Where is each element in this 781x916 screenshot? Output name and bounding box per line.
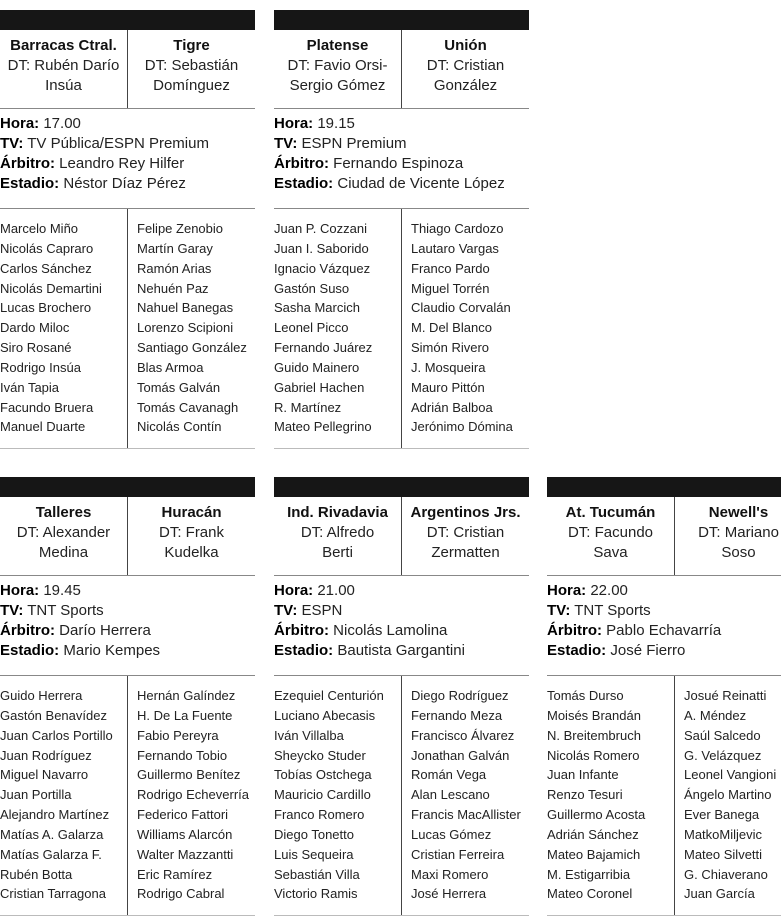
player-name: Luis Sequeira — [274, 846, 354, 862]
stadium-row — [274, 174, 529, 194]
lineup-divider — [401, 209, 402, 448]
player-name: Dardo Miloc — [0, 320, 70, 336]
referee-row — [0, 154, 255, 174]
player-name: Juan Carlos Portillo — [0, 727, 113, 743]
referee-label: Árbitro: — [274, 155, 329, 172]
player-name: Alan Lescano — [411, 787, 490, 803]
player-name: Nahuel Banegas — [137, 300, 234, 316]
player-name: Franco Pardo — [411, 260, 490, 276]
lineups — [547, 675, 781, 916]
away-team-name: Unión — [444, 37, 487, 54]
teams-row — [274, 30, 529, 109]
player-name: Matías A. Galarza — [0, 826, 104, 842]
player-name: A. Méndez — [684, 707, 747, 723]
player-name: Lucas Gómez — [411, 826, 492, 842]
player-name: Tomás Galván — [137, 379, 221, 395]
player-name: Santiago González — [137, 340, 247, 356]
match-header-bar — [547, 477, 781, 497]
referee-row — [547, 621, 781, 641]
away-team-name: Argentinos Jrs. — [410, 504, 521, 521]
player-name: Rodrigo Insúa — [0, 359, 81, 375]
player-name: Miguel Navarro — [0, 767, 89, 783]
player-name: José Herrera — [411, 886, 487, 902]
player-name: Felipe Zenobio — [137, 221, 223, 236]
tv-channel-label: TV: — [0, 135, 24, 152]
player-name: Sebastián Villa — [274, 866, 360, 882]
player-name: G. Chiaverano — [684, 866, 768, 882]
tv-channel-label: TV: — [547, 602, 571, 619]
away-team-name: Newell's — [708, 504, 769, 521]
home-coach-line2: Medina — [38, 544, 89, 561]
player-name: N. Breitembruch — [547, 727, 641, 743]
away-team — [128, 497, 255, 563]
away-coach-line1: DT: Sebastián — [144, 57, 239, 74]
player-name: Mauro Pittón — [411, 379, 485, 395]
player-name: Guido Herrera — [0, 688, 83, 703]
stadium-label: Estadio: — [274, 642, 334, 659]
stadium-value: Bautista Gargantini — [337, 642, 465, 659]
match-info — [547, 581, 781, 661]
player-name: Williams Alarcón — [137, 826, 233, 842]
stadium-row — [0, 174, 255, 194]
tv-channel-value: ESPN — [301, 602, 343, 619]
home-team — [0, 497, 127, 563]
player-name: Adrián Balboa — [411, 399, 493, 415]
away-team-name: Huracán — [161, 504, 222, 521]
player-name: Mateo Bajamich — [547, 846, 641, 862]
home-team — [547, 497, 674, 563]
player-name: G. Velázquez — [684, 747, 762, 763]
player-name: Juan García — [684, 886, 755, 902]
away-team — [402, 30, 529, 96]
player-name: Nicolás Contín — [137, 419, 222, 435]
lineup-divider — [127, 209, 128, 448]
player-name: Luciano Abecasis — [274, 707, 376, 723]
home-team-name: At. Tucumán — [565, 504, 656, 521]
player-name: Rodrigo Cabral — [137, 886, 225, 902]
referee-value: Fernando Espinoza — [333, 155, 464, 172]
player-name: Marcelo Miño — [0, 221, 79, 236]
away-coach-line2: Domínguez — [153, 77, 230, 94]
kickoff-time-row — [0, 581, 255, 601]
away-lineup — [137, 219, 247, 437]
player-name: Fernando Juárez — [274, 340, 373, 356]
kickoff-time-row — [274, 114, 529, 134]
player-name: Franco Romero — [274, 807, 365, 823]
kickoff-time-label: Hora: — [0, 115, 40, 132]
player-name: Juan Infante — [547, 767, 619, 783]
player-name: Fernando Meza — [411, 707, 503, 723]
player-name: Ignacio Vázquez — [274, 260, 371, 276]
player-name: Rodrigo Echeverría — [137, 787, 249, 803]
player-name: Lorenzo Scipioni — [137, 320, 234, 336]
player-name: Tobías Ostchega — [274, 767, 372, 783]
player-name: Lautaro Vargas — [411, 240, 499, 256]
player-name: Jerónimo Dómina — [411, 419, 513, 435]
home-team-name: Platense — [306, 37, 369, 54]
tv-channel-row — [274, 601, 529, 621]
player-name: Martín Garay — [137, 240, 213, 256]
lineup-divider — [674, 676, 675, 915]
stadium-row — [547, 641, 781, 661]
player-name: Lucas Brochero — [0, 300, 92, 316]
tv-channel-row — [0, 134, 255, 154]
player-name: Mateo Silvetti — [684, 846, 763, 862]
player-name: Josué Reinatti — [684, 688, 767, 703]
match-info — [274, 114, 529, 194]
player-name: Rubén Botta — [0, 866, 73, 882]
away-coach-line2: González — [433, 77, 498, 94]
lineup-divider — [127, 676, 128, 915]
player-name: Mateo Coronel — [547, 886, 633, 902]
player-name: Simón Rivero — [411, 340, 490, 356]
player-name: M. Estigarribia — [547, 866, 631, 882]
stadium-value: Mario Kempes — [63, 642, 161, 659]
home-lineup — [547, 686, 645, 904]
player-name: Blas Armoa — [137, 359, 204, 375]
kickoff-time-value: 19.15 — [317, 115, 355, 132]
tv-channel-row — [274, 134, 529, 154]
player-name: Mauricio Cardillo — [274, 787, 371, 803]
player-name: Ramón Arias — [137, 260, 212, 276]
player-name: Gabriel Hachen — [274, 379, 365, 395]
player-name: Moisés Brandán — [547, 707, 641, 723]
player-name: Miguel Torrén — [411, 280, 490, 296]
player-name: Ezequiel Centurión — [274, 688, 384, 703]
home-lineup — [0, 686, 113, 904]
referee-value: Pablo Echavarría — [606, 622, 722, 639]
player-name: Renzo Tesuri — [547, 787, 623, 803]
lineup-divider — [401, 676, 402, 915]
player-name: Victorio Ramis — [274, 886, 358, 902]
player-name: Leonel Vangioni — [684, 767, 777, 783]
player-name: H. De La Fuente — [137, 707, 233, 723]
player-name: Iván Villalba — [274, 727, 344, 743]
home-lineup — [274, 686, 384, 904]
home-coach-line2: Berti — [322, 544, 353, 561]
home-team — [274, 30, 401, 96]
teams-row — [274, 497, 529, 576]
home-coach-line1: DT: Favio Orsi- — [287, 57, 388, 74]
kickoff-time-row — [0, 114, 255, 134]
player-name: Saúl Salcedo — [684, 727, 761, 743]
kickoff-time-value: 22.00 — [590, 582, 628, 599]
player-name: MatkoMiljevic — [684, 826, 763, 842]
kickoff-time-value: 21.00 — [317, 582, 355, 599]
stadium-label: Estadio: — [0, 642, 60, 659]
player-name: Nicolás Capraro — [0, 240, 94, 256]
teams-divider — [127, 497, 128, 575]
referee-row — [274, 154, 529, 174]
tv-channel-row — [547, 601, 781, 621]
referee-row — [274, 621, 529, 641]
player-name: Jonathan Galván — [411, 747, 510, 763]
player-name: Ángelo Martino — [684, 787, 772, 803]
teams-divider — [401, 30, 402, 108]
player-name: Nehuén Paz — [137, 280, 209, 296]
match-info — [274, 581, 529, 661]
home-coach-line1: DT: Alfredo — [300, 524, 375, 541]
player-name: Juan Portilla — [0, 787, 72, 803]
kickoff-time-row — [274, 581, 529, 601]
player-name: Thiago Cardozo — [411, 221, 504, 236]
referee-value: Darío Herrera — [59, 622, 151, 639]
teams-divider — [127, 30, 128, 108]
player-name: Iván Tapia — [0, 379, 60, 395]
player-name: R. Martínez — [274, 399, 342, 415]
away-lineup — [137, 686, 249, 904]
player-name: Adrián Sánchez — [547, 826, 639, 842]
player-name: Francis MacAllister — [411, 807, 521, 823]
lineups — [274, 208, 529, 449]
away-lineup — [411, 219, 513, 437]
stadium-value: Ciudad de Vicente López — [337, 175, 505, 192]
tv-channel-value: TV Pública/ESPN Premium — [27, 135, 209, 152]
player-name: Maxi Romero — [411, 866, 489, 882]
tv-channel-label: TV: — [274, 602, 298, 619]
match-info — [0, 581, 255, 661]
player-name: Mateo Pellegrino — [274, 419, 372, 435]
kickoff-time-value: 19.45 — [43, 582, 81, 599]
away-team-name: Tigre — [173, 37, 210, 54]
player-name: Ever Banega — [684, 807, 760, 823]
player-name: Gastón Suso — [274, 280, 350, 296]
referee-label: Árbitro: — [547, 622, 602, 639]
home-lineup — [0, 219, 102, 437]
player-name: Nicolás Romero — [547, 747, 640, 763]
match-header-bar — [274, 477, 529, 497]
lineups — [0, 675, 255, 916]
stadium-row — [0, 641, 255, 661]
referee-value: Nicolás Lamolina — [333, 622, 448, 639]
kickoff-time-label: Hora: — [0, 582, 40, 599]
player-name: Diego Tonetto — [274, 826, 354, 842]
away-coach-line1: DT: Cristian — [426, 57, 505, 74]
player-name: Guillermo Acosta — [547, 807, 646, 823]
match-header-bar — [274, 10, 529, 30]
away-coach-line2: Zermatten — [431, 544, 500, 561]
player-name: Alejandro Martínez — [0, 807, 110, 823]
lineups — [274, 675, 529, 916]
home-team — [0, 30, 127, 96]
tv-channel-label: TV: — [274, 135, 298, 152]
player-name: Diego Rodríguez — [411, 688, 509, 703]
away-lineup — [411, 686, 521, 904]
player-name: Fernando Tobio — [137, 747, 228, 763]
tv-channel-label: TV: — [0, 602, 24, 619]
player-name: Facundo Bruera — [0, 399, 94, 415]
player-name: Tomás Cavanagh — [137, 399, 239, 415]
player-name: Walter Mazzantti — [137, 846, 234, 862]
teams-divider — [401, 497, 402, 575]
player-name: Guido Mainero — [274, 359, 360, 375]
referee-label: Árbitro: — [274, 622, 329, 639]
kickoff-time-row — [547, 581, 781, 601]
player-name: J. Mosqueira — [411, 359, 486, 375]
match-header-bar — [0, 477, 255, 497]
home-team-name: Barracas Ctral. — [10, 37, 117, 54]
away-coach-line1: DT: Frank — [158, 524, 224, 541]
player-name: Guillermo Benítez — [137, 767, 241, 783]
player-name: Siro Rosané — [0, 340, 72, 356]
stadium-label: Estadio: — [274, 175, 334, 192]
kickoff-time-label: Hora: — [274, 582, 314, 599]
player-name: Sheycko Studer — [274, 747, 366, 763]
home-coach-line2: Sergio Gómez — [289, 77, 386, 94]
player-name: Matías Galarza F. — [0, 846, 102, 862]
home-team-name: Ind. Rivadavia — [287, 504, 388, 521]
player-name: Hernán Galíndez — [137, 688, 236, 703]
tv-channel-value: TNT Sports — [574, 602, 651, 619]
player-name: Juan P. Cozzani — [274, 221, 367, 236]
referee-row — [0, 621, 255, 641]
stadium-value: Néstor Díaz Pérez — [63, 175, 186, 192]
teams-row — [547, 497, 781, 576]
away-coach-line2: Kudelka — [164, 544, 219, 561]
player-name: Nicolás Demartini — [0, 280, 102, 296]
home-coach-line1: DT: Alexander — [16, 524, 111, 541]
home-coach-line1: DT: Rubén Darío — [7, 57, 120, 74]
stadium-value: José Fierro — [610, 642, 686, 659]
player-name: Eric Ramírez — [137, 866, 213, 882]
player-name: Manuel Duarte — [0, 419, 86, 435]
player-name: Román Vega — [411, 767, 487, 783]
referee-label: Árbitro: — [0, 622, 55, 639]
away-team — [402, 497, 529, 563]
stadium-row — [274, 641, 529, 661]
player-name: Juan Rodríguez — [0, 747, 92, 763]
away-team — [128, 30, 255, 96]
home-coach-line2: Sava — [593, 544, 628, 561]
kickoff-time-value: 17.00 — [43, 115, 81, 132]
player-name: Leonel Picco — [274, 320, 349, 336]
match-info — [0, 114, 255, 194]
match-header-bar — [0, 10, 255, 30]
lineups — [0, 208, 255, 449]
player-name: Federico Fattori — [137, 807, 229, 823]
player-name: Gastón Benavídez — [0, 707, 107, 723]
tv-channel-value: ESPN Premium — [301, 135, 407, 152]
tv-channel-row — [0, 601, 255, 621]
away-team — [675, 497, 781, 563]
player-name: Fabio Pereyra — [137, 727, 219, 743]
stadium-label: Estadio: — [547, 642, 607, 659]
kickoff-time-label: Hora: — [274, 115, 314, 132]
player-name: Juan I. Saborido — [274, 240, 369, 256]
away-coach-line1: DT: Cristian — [426, 524, 505, 541]
player-name: M. Del Blanco — [411, 320, 492, 336]
home-coach-line2: Insúa — [45, 77, 82, 94]
player-name: Francisco Álvarez — [411, 727, 515, 743]
teams-divider — [674, 497, 675, 575]
referee-label: Árbitro: — [0, 155, 55, 172]
home-team — [274, 497, 401, 563]
home-coach-line1: DT: Facundo — [567, 524, 654, 541]
teams-row — [0, 497, 255, 576]
tv-channel-value: TNT Sports — [27, 602, 104, 619]
player-name: Sasha Marcich — [274, 300, 360, 316]
home-team-name: Talleres — [35, 504, 92, 521]
away-lineup — [684, 686, 776, 904]
kickoff-time-label: Hora: — [547, 582, 587, 599]
player-name: Cristian Tarragona — [0, 886, 106, 902]
player-name: Cristian Ferreira — [411, 846, 505, 862]
teams-row — [0, 30, 255, 109]
referee-value: Leandro Rey Hilfer — [59, 155, 185, 172]
away-coach-line2: Soso — [721, 544, 756, 561]
stadium-label: Estadio: — [0, 175, 60, 192]
away-coach-line1: DT: Mariano — [698, 524, 779, 541]
player-name: Tomás Durso — [547, 688, 624, 703]
home-lineup — [274, 219, 372, 437]
player-name: Carlos Sánchez — [0, 260, 92, 276]
player-name: Claudio Corvalán — [411, 300, 511, 316]
